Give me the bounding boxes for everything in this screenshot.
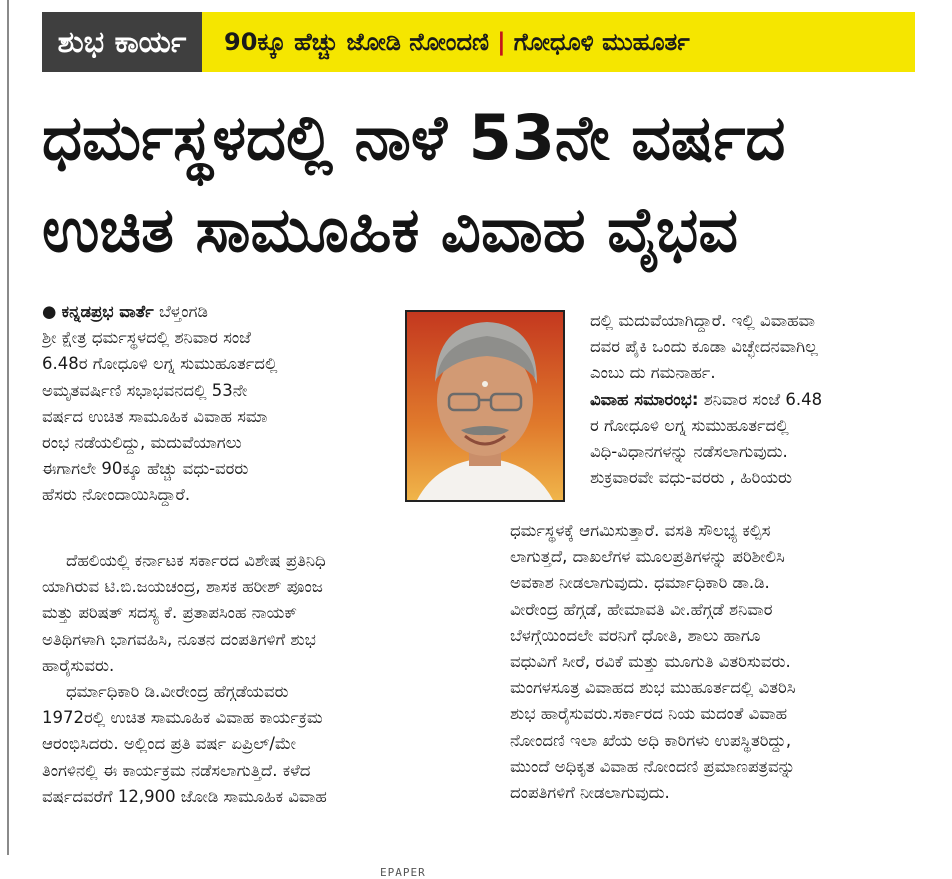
body-line: ಮಂಗಳಸೂತ್ರ ವಿವಾಹದ ಶುಭ ಮುಹೂರ್ತದಲ್ಲಿ ವಿತರಿಸಿ bbox=[510, 678, 796, 698]
body-line: ಯಾಗಿರುವ ಟಿ.ಬಿ.ಜಯಚಂದ್ರ, ಶಾಸಕ ಹರೀಶ್ ಪೂಂಜ bbox=[42, 577, 323, 597]
headline bbox=[42, 92, 922, 276]
body-line: ಆರಂಭಿಸಿದರು. ಅಲ್ಲಿಂದ ಪ್ರತಿ ವರ್ಷ ಏಪ್ರಿಲ್/ಮೇ bbox=[42, 734, 297, 754]
right-column-bottom bbox=[510, 518, 930, 806]
right-column-top bbox=[590, 308, 925, 491]
portrait-photo bbox=[405, 310, 565, 502]
section-tag: ಶುಭ ಕಾರ್ಯ bbox=[42, 12, 202, 72]
body-line: ಶುಕ್ರವಾರವೇ ವಧು-ವರರು , ಹಿರಿಯರು bbox=[590, 468, 792, 488]
body-line: ವರ್ಷದವರೆಗೆ 12,900 ಜೋಡಿ ಸಾಮೂಹಿಕ ವಿವಾಹ bbox=[42, 786, 327, 806]
left-column bbox=[42, 299, 392, 509]
kicker-separator: | bbox=[496, 28, 506, 56]
kicker-part-1: 90ಕ್ಕೂ ಹೆಚ್ಚು ಜೋಡಿ ನೋಂದಣಿ bbox=[224, 28, 489, 56]
body-line: 6.48ರ ಗೋಧೂಳಿ ಲಗ್ನ ಸುಮುಹೂರ್ತದಲ್ಲಿ bbox=[42, 354, 278, 374]
body-line: ಹೆಸರು ನೋಂದಾಯಿಸಿದ್ದಾರೆ. bbox=[42, 485, 191, 505]
body-line: 1972ರಲ್ಲಿ ಉಚಿತ ಸಾಮೂಹಿಕ ವಿವಾಹ ಕಾರ್ಯಕ್ರಮ bbox=[42, 708, 323, 728]
body-line: ದವರ ಪೈಕಿ ಒಂದು ಕೂಡಾ ವಿಚ್ಛೇದನವಾಗಿಲ್ಲ bbox=[590, 337, 818, 357]
byline bbox=[42, 299, 392, 325]
subheading-line bbox=[590, 387, 925, 413]
byline-bullet: ● bbox=[42, 302, 57, 321]
body-line: ದಲ್ಲಿ ಮದುವೆಯಾಗಿದ್ದಾರೆ. ಇಲ್ಲಿ ವಿವಾಹವಾ bbox=[590, 311, 815, 330]
body-line: ಲಾಗುತ್ತದೆ, ದಾಖಲೆಗಳ ಮೂಲಪ್ರತಿಗಳನ್ನು ಪರಿಶೀಲಿಸಿ bbox=[510, 547, 785, 567]
left-column-continued bbox=[42, 548, 482, 810]
byline-place: ಬೆಳ್ತಂಗಡಿ bbox=[158, 302, 208, 321]
body-line: ನೋಂದಣಿ ಇಲಾ ಖೆಯ ಅಧಿ ಕಾರಿಗಳು ಉಪಸ್ಥಿತರಿದ್ದು, bbox=[510, 730, 792, 750]
column-rule bbox=[7, 0, 9, 855]
body-line: ವರ್ಷದ ಉಚಿತ ಸಾಮೂಹಿಕ ವಿವಾಹ ಸಮಾ bbox=[42, 406, 268, 426]
body-line: ಈಗಾಗಲೇ 90ಕ್ಕೂ ಹೆಚ್ಚು ವಧು-ವರರು bbox=[42, 459, 249, 479]
byline-source: ಕನ್ನಡಪ್ರಭ ವಾರ್ತೆ bbox=[61, 302, 154, 321]
body-line: ಅತಿಥಿಗಳಾಗಿ ಭಾಗವಹಿಸಿ, ನೂತನ ದಂಪತಿಗಳಿಗೆ ಶುಭ bbox=[42, 629, 316, 649]
body-line: ರಂಭ ನಡೆಯಲಿದ್ದು, ಮದುವೆಯಾಗಲು bbox=[42, 433, 242, 453]
body-line: ಬೆಳಗ್ಗೆಯಿಂದಲೇ ವರನಿಗೆ ಧೋತಿ, ಶಾಲು ಹಾಗೂ bbox=[510, 625, 761, 645]
body-line: ವಧುವಿಗೆ ಸೀರೆ, ರವಿಕೆ ಮತ್ತು ಮೂಗುತಿ ವಿತರಿಸುವರು. bbox=[510, 652, 791, 672]
body-line: ಧರ್ಮಸ್ಥಳಕ್ಕೆ ಆಗಮಿಸುತ್ತಾರೆ. ವಸತಿ ಸೌಲಭ್ಯ ಕಲ್ಪಿಸ bbox=[510, 521, 771, 540]
body-line: ಧರ್ಮಾಧಿಕಾರಿ ಡಿ.ವೀರೇಂದ್ರ ಹೆಗ್ಗಡೆಯವರು bbox=[66, 682, 289, 702]
headline-line-2: ಉಚಿತ ಸಾಮೂಹಿಕ ವಿವಾಹ ವೈಭವ bbox=[42, 193, 739, 266]
edition-footer: EPAPER bbox=[380, 866, 426, 879]
body-line: ದೆಹಲಿಯಲ್ಲಿ ಕರ್ನಾಟಕ ಸರ್ಕಾರದ ವಿಶೇಷ ಪ್ರತಿನಿಧಿ bbox=[66, 551, 326, 570]
headline-line-1: ಧರ್ಮಸ್ಥಳದಲ್ಲಿ ನಾಳೆ 53ನೇ ವರ್ಷದ bbox=[42, 101, 786, 174]
kicker-strip bbox=[202, 12, 915, 72]
body-line: ವಿಧಿ-ವಿಧಾನಗಳನ್ನು ನಡೆಸಲಾಗುವುದು. bbox=[590, 442, 788, 462]
kicker-part-2: ಗೋಧೂಳಿ ಮುಹೂರ್ತ bbox=[513, 28, 690, 56]
section-banner bbox=[42, 12, 915, 72]
body-line: ದಂಪತಿಗಳಿಗೆ ನೀಡಲಾಗುವುದು. bbox=[510, 783, 670, 803]
body-line: ಶ್ರೀ ಕ್ಷೇತ್ರ ಧರ್ಮಸ್ಥಳದಲ್ಲಿ ಶನಿವಾರ ಸಂಜೆ bbox=[42, 328, 251, 348]
subheading-text: ಶನಿವಾರ ಸಂಜೆ 6.48 bbox=[703, 389, 823, 409]
body-line: ತಿಂಗಳಿನಲ್ಲಿ ಈ ಕಾರ್ಯಕ್ರಮ ನಡೆಸಲಾಗುತ್ತಿದೆ. ಕಳೆದ bbox=[42, 760, 311, 780]
body-line: ಹಾರೈಸುವರು. bbox=[42, 655, 115, 675]
body-line: ಮುಂದೆ ಅಧಿಕೃತ ವಿವಾಹ ನೋಂದಣಿ ಪ್ರಮಾಣಪತ್ರವನ್ನು bbox=[510, 756, 796, 776]
body-line: ಅಮೃತವರ್ಷಿಣಿ ಸಭಾಭವನದಲ್ಲಿ 53ನೇ bbox=[42, 380, 248, 400]
body-line: ಮತ್ತು ಪರಿಷತ್ ಸದಸ್ಯ ಕೆ. ಪ್ರತಾಪಸಿಂಹ ನಾಯಕ್ bbox=[42, 603, 298, 623]
body-line: ರ ಗೋಧೂಳಿ ಲಗ್ನ ಸುಮುಹೂರ್ತದಲ್ಲಿ bbox=[590, 415, 789, 435]
portrait-illustration bbox=[407, 312, 563, 500]
body-line: ಅವಕಾಶ ನೀಡಲಾಗುವುದು. ಧರ್ಮಾಧಿಕಾರಿ ಡಾ.ಡಿ. bbox=[510, 573, 770, 593]
subheading: ವಿವಾಹ ಸಮಾರಂಭ: bbox=[590, 389, 699, 409]
body-line: ವೀರೇಂದ್ರ ಹೆಗ್ಗಡೆ, ಹೇಮಾವತಿ ವೀ.ಹೆಗ್ಗಡೆ ಶನಿವಾರ bbox=[510, 599, 773, 619]
body-line: ಎಂಬು ದು ಗಮನಾರ್ಹ. bbox=[590, 363, 716, 383]
body-line: ಶುಭ ಹಾರೈಸುವರು.ಸರ್ಕಾರದ ನಿಯ ಮದಂತೆ ವಿವಾಹ bbox=[510, 704, 788, 724]
